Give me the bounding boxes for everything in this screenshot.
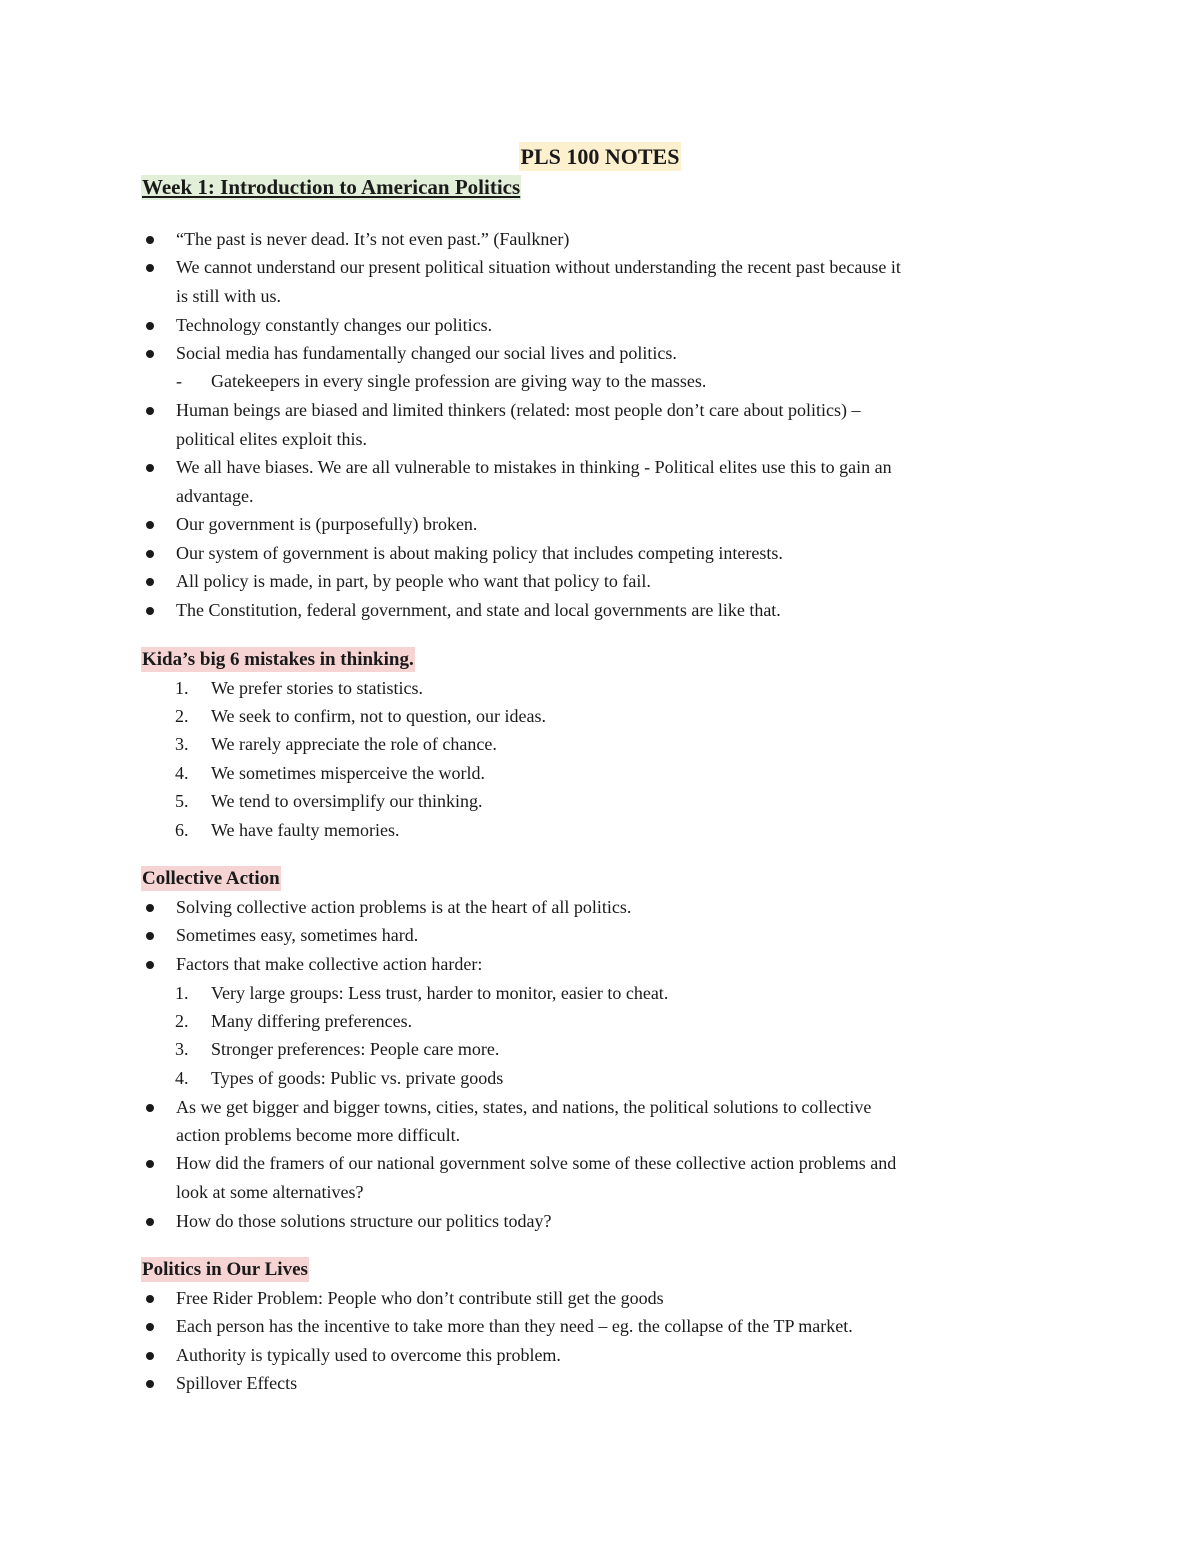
list-item-continuation: action problems become more difficult. — [176, 1125, 461, 1145]
list-item: We prefer stories to statistics. — [211, 678, 423, 698]
list-item: Solving collective action problems is at the heart of all politics. — [176, 897, 632, 917]
list-item-continuation: political elites exploit this. — [176, 429, 367, 449]
bullet-dot — [146, 464, 154, 472]
politics-heading: Politics in Our Lives — [142, 1259, 308, 1280]
list-item: Our government is (purposefully) broken. — [176, 514, 478, 534]
list-item: Social media has fundamentally changed our social lives and politics. — [176, 343, 677, 363]
list-item: Each person has the incentive to take more than they need – eg. the collapse of the TP market. — [176, 1316, 853, 1336]
list-item: The Constitution, federal government, and state and local governments are like that. — [176, 600, 781, 620]
list-number: 2. — [175, 706, 189, 726]
bullet-dot — [146, 407, 154, 415]
bullet-dot — [146, 961, 154, 969]
list-item: Factors that make collective action harder: — [176, 954, 483, 974]
list-number: 6. — [175, 820, 189, 840]
bullet-dot — [146, 1323, 154, 1331]
bullet-dot — [146, 1380, 154, 1388]
list-item-continuation: is still with us. — [176, 286, 282, 306]
list-item: Free Rider Problem: People who don’t contribute still get the goods — [176, 1288, 664, 1308]
bullet-dot — [146, 1352, 154, 1360]
sub-list-item: Very large groups: Less trust, harder to monitor, easier to cheat. — [211, 983, 669, 1003]
list-item: Spillover Effects — [176, 1373, 298, 1393]
list-number: 3. — [175, 734, 189, 754]
sub-list-item: Many differing preferences. — [211, 1011, 413, 1031]
list-item: We all have biases. We are all vulnerable to mistakes in thinking - Political elites use this to gain an — [176, 457, 892, 477]
dash-marker: - — [176, 371, 182, 391]
bullet-dot — [146, 932, 154, 940]
list-number: 2. — [175, 1011, 189, 1031]
title-container — [0, 142, 1200, 171]
bullet-dot — [146, 236, 154, 244]
kida-heading: Kida’s big 6 mistakes in thinking. — [142, 649, 414, 670]
bullet-dot — [146, 904, 154, 912]
list-item: We seek to confirm, not to question, our ideas. — [211, 706, 546, 726]
list-number: 1. — [175, 983, 189, 1003]
week1-heading: Week 1: Introduction to American Politics — [142, 175, 521, 199]
collective-action-heading: Collective Action — [142, 868, 280, 889]
bullet-dot — [146, 1218, 154, 1226]
list-item: We have faulty memories. — [211, 820, 400, 840]
bullet-dot — [146, 1295, 154, 1303]
list-item: Human beings are biased and limited thinkers (related: most people don’t care about politics) – — [176, 400, 861, 420]
list-item: As we get bigger and bigger towns, cities, states, and nations, the political solutions to collective — [176, 1097, 872, 1117]
list-item: We rarely appreciate the role of chance. — [211, 734, 497, 754]
list-number: 5. — [175, 791, 189, 811]
list-item: Authority is typically used to overcome this problem. — [176, 1345, 561, 1365]
bullet-dot — [146, 1160, 154, 1168]
list-item: We sometimes misperceive the world. — [211, 763, 485, 783]
list-item: Technology constantly changes our politics. — [176, 315, 493, 335]
bullet-dot — [146, 578, 154, 586]
bullet-dot — [146, 550, 154, 558]
list-item: “The past is never dead. It’s not even past.” (Faulkner) — [176, 229, 570, 249]
list-item-continuation: advantage. — [176, 486, 254, 506]
bullet-dot — [146, 521, 154, 529]
list-item: Our system of government is about making policy that includes competing interests. — [176, 543, 783, 563]
list-item: How do those solutions structure our politics today? — [176, 1211, 552, 1231]
page-title: PLS 100 NOTES — [520, 144, 680, 169]
list-item-continuation: look at some alternatives? — [176, 1182, 364, 1202]
bullet-dot — [146, 350, 154, 358]
list-item: We tend to oversimplify our thinking. — [211, 791, 483, 811]
list-number: 4. — [175, 1068, 189, 1088]
list-item: Sometimes easy, sometimes hard. — [176, 925, 419, 945]
list-item: How did the framers of our national government solve some of these collective action problems and — [176, 1153, 897, 1173]
list-number: 1. — [175, 678, 189, 698]
bullet-dot — [146, 322, 154, 330]
sub-list-item: Gatekeepers in every single profession are giving way to the masses. — [211, 371, 707, 391]
list-item: We cannot understand our present political situation without understanding the recent past because it — [176, 257, 901, 277]
bullet-dot — [146, 264, 154, 272]
sub-list-item: Types of goods: Public vs. private goods — [211, 1068, 504, 1088]
list-number: 4. — [175, 763, 189, 783]
list-number: 3. — [175, 1039, 189, 1059]
bullet-dot — [146, 607, 154, 615]
bullet-dot — [146, 1104, 154, 1112]
sub-list-item: Stronger preferences: People care more. — [211, 1039, 500, 1059]
list-item: All policy is made, in part, by people who want that policy to fail. — [176, 571, 651, 591]
